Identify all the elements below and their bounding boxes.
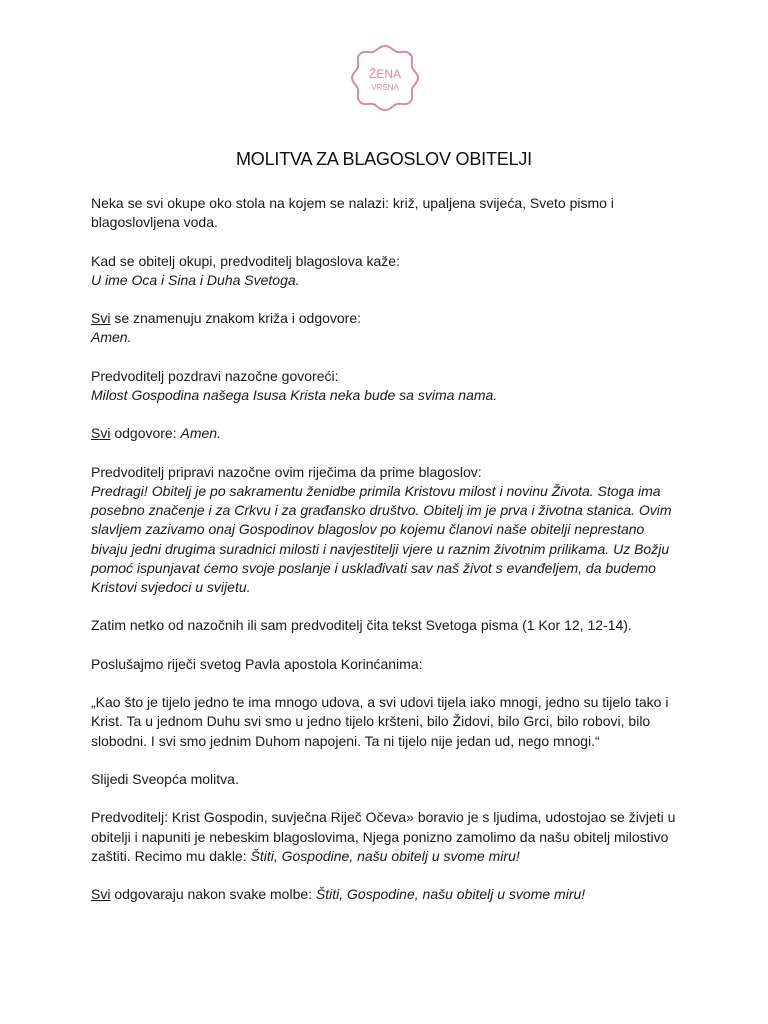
- logo-line1: ŽENA: [368, 67, 402, 81]
- leader-prayer-refrain: Štiti, Gospodine, našu obitelj u svome miru!: [250, 847, 520, 864]
- paragraph-universal-prayer: Slijedi Sveopća molitva.: [91, 770, 239, 787]
- paragraph-refrain-response: [91, 885, 681, 904]
- refrain-instruction: odgovaraju nakon svake molbe:: [110, 886, 316, 903]
- paragraph-sign-of-cross: [91, 309, 681, 347]
- paragraph-reading-intro: Zatim netko od nazočnih ili sam predvoditelj čita tekst Svetoga pisma (1 Kor 12, 12-14).: [91, 617, 632, 634]
- sign-of-cross-instruction: se znamenuju znakom križa i odgovore:: [110, 310, 362, 327]
- paragraph-response: [91, 424, 681, 443]
- leader-prayer-text: Predvoditelj: Krist Gospodin, suvječna Riječ Očeva» boravio je s ljudima, udostojao se živjeti u obitelji i napuniti je nebeskim blagoslovima, Njega ponizno zamolimo da našu obitelj milostivo zaštiti. Recimo mu dakle:: [91, 809, 676, 864]
- svi-label: Svi: [91, 425, 111, 442]
- opening-invocation: U ime Oca i Sina i Duha Svetoga.: [91, 271, 300, 288]
- paragraph-greeting: [91, 367, 681, 405]
- document-body: [91, 194, 681, 924]
- preparation-instruction: Predvoditelj pripravi nazočne ovim riječima da prime blagoslov:: [91, 463, 482, 480]
- paragraph-intro: Neka se svi okupe oko stola na kojem se nalazi: križ, upaljena svijeća, Sveto pismo i blagoslovljena voda.: [91, 195, 614, 231]
- greeting-instruction: Predvoditelj pozdravi nazočne govoreći:: [91, 367, 339, 384]
- flower-badge-icon: [349, 42, 421, 114]
- response-instruction: odgovore:: [110, 425, 181, 442]
- paragraph-reading-announce: Poslušajmo riječi svetog Pavla apostola Korinćanima:: [91, 655, 423, 672]
- zena-vrsna-logo: [349, 42, 421, 114]
- refrain-text: Štiti, Gospodine, našu obitelj u svome miru!: [315, 886, 586, 903]
- preparation-address: Predragi! Obitelj je po sakramentu ženidbe primila Kristovu milost i novinu Života. Stoga ima posebno značenje i za Crkvu i za građansko društvo. Obitelj im je prva i životna stanica. Ovim slavljem zazivamo onaj Gospodinov blagoslov po kojemu članovi naše obitelji neprestano bivaju jedni drugima suradnici milosti i navjestitelji vjere u raznim životnim prilikama. Uz Božju pomoć ispunjavat ćemo svoje poslanje i usklađivati sav naš život s evanđeljem, da budemo Kristovi svjedoci u svijetu.: [91, 482, 672, 595]
- paragraph-leader-prayer: [91, 808, 681, 866]
- opening-instruction: Kad se obitelj okupi, predvoditelj blagoslova kaže:: [91, 252, 400, 269]
- paragraph-opening: [91, 252, 681, 290]
- greeting-text: Milost Gospodina našega Isusa Krista neka bude sa svima nama.: [91, 386, 498, 403]
- paragraph-scripture: „Kao što je tijelo jedno te ima mnogo udova, a svi udovi tijela iako mnogi, jedno su tijelo tako i Krist. Ta u jednom Duhu svi smo u jedno tijelo kršteni, bilo Židovi, bilo Grci, bilo robovi, bilo slobodni. I svi smo jednim Duhom napojeni. Ta ni tijelo nije jedan ud, nego mnogi.“: [91, 694, 669, 749]
- logo-line2: VRSNA: [371, 83, 399, 92]
- paragraph-preparation: [91, 463, 681, 597]
- svi-label: Svi: [91, 886, 111, 903]
- page-title: MOLITVA ZA BLAGOSLOV OBITELJI: [236, 149, 532, 169]
- amen-response: Amen.: [180, 425, 221, 442]
- svi-label: Svi: [91, 310, 111, 327]
- amen-response: Amen.: [91, 329, 132, 346]
